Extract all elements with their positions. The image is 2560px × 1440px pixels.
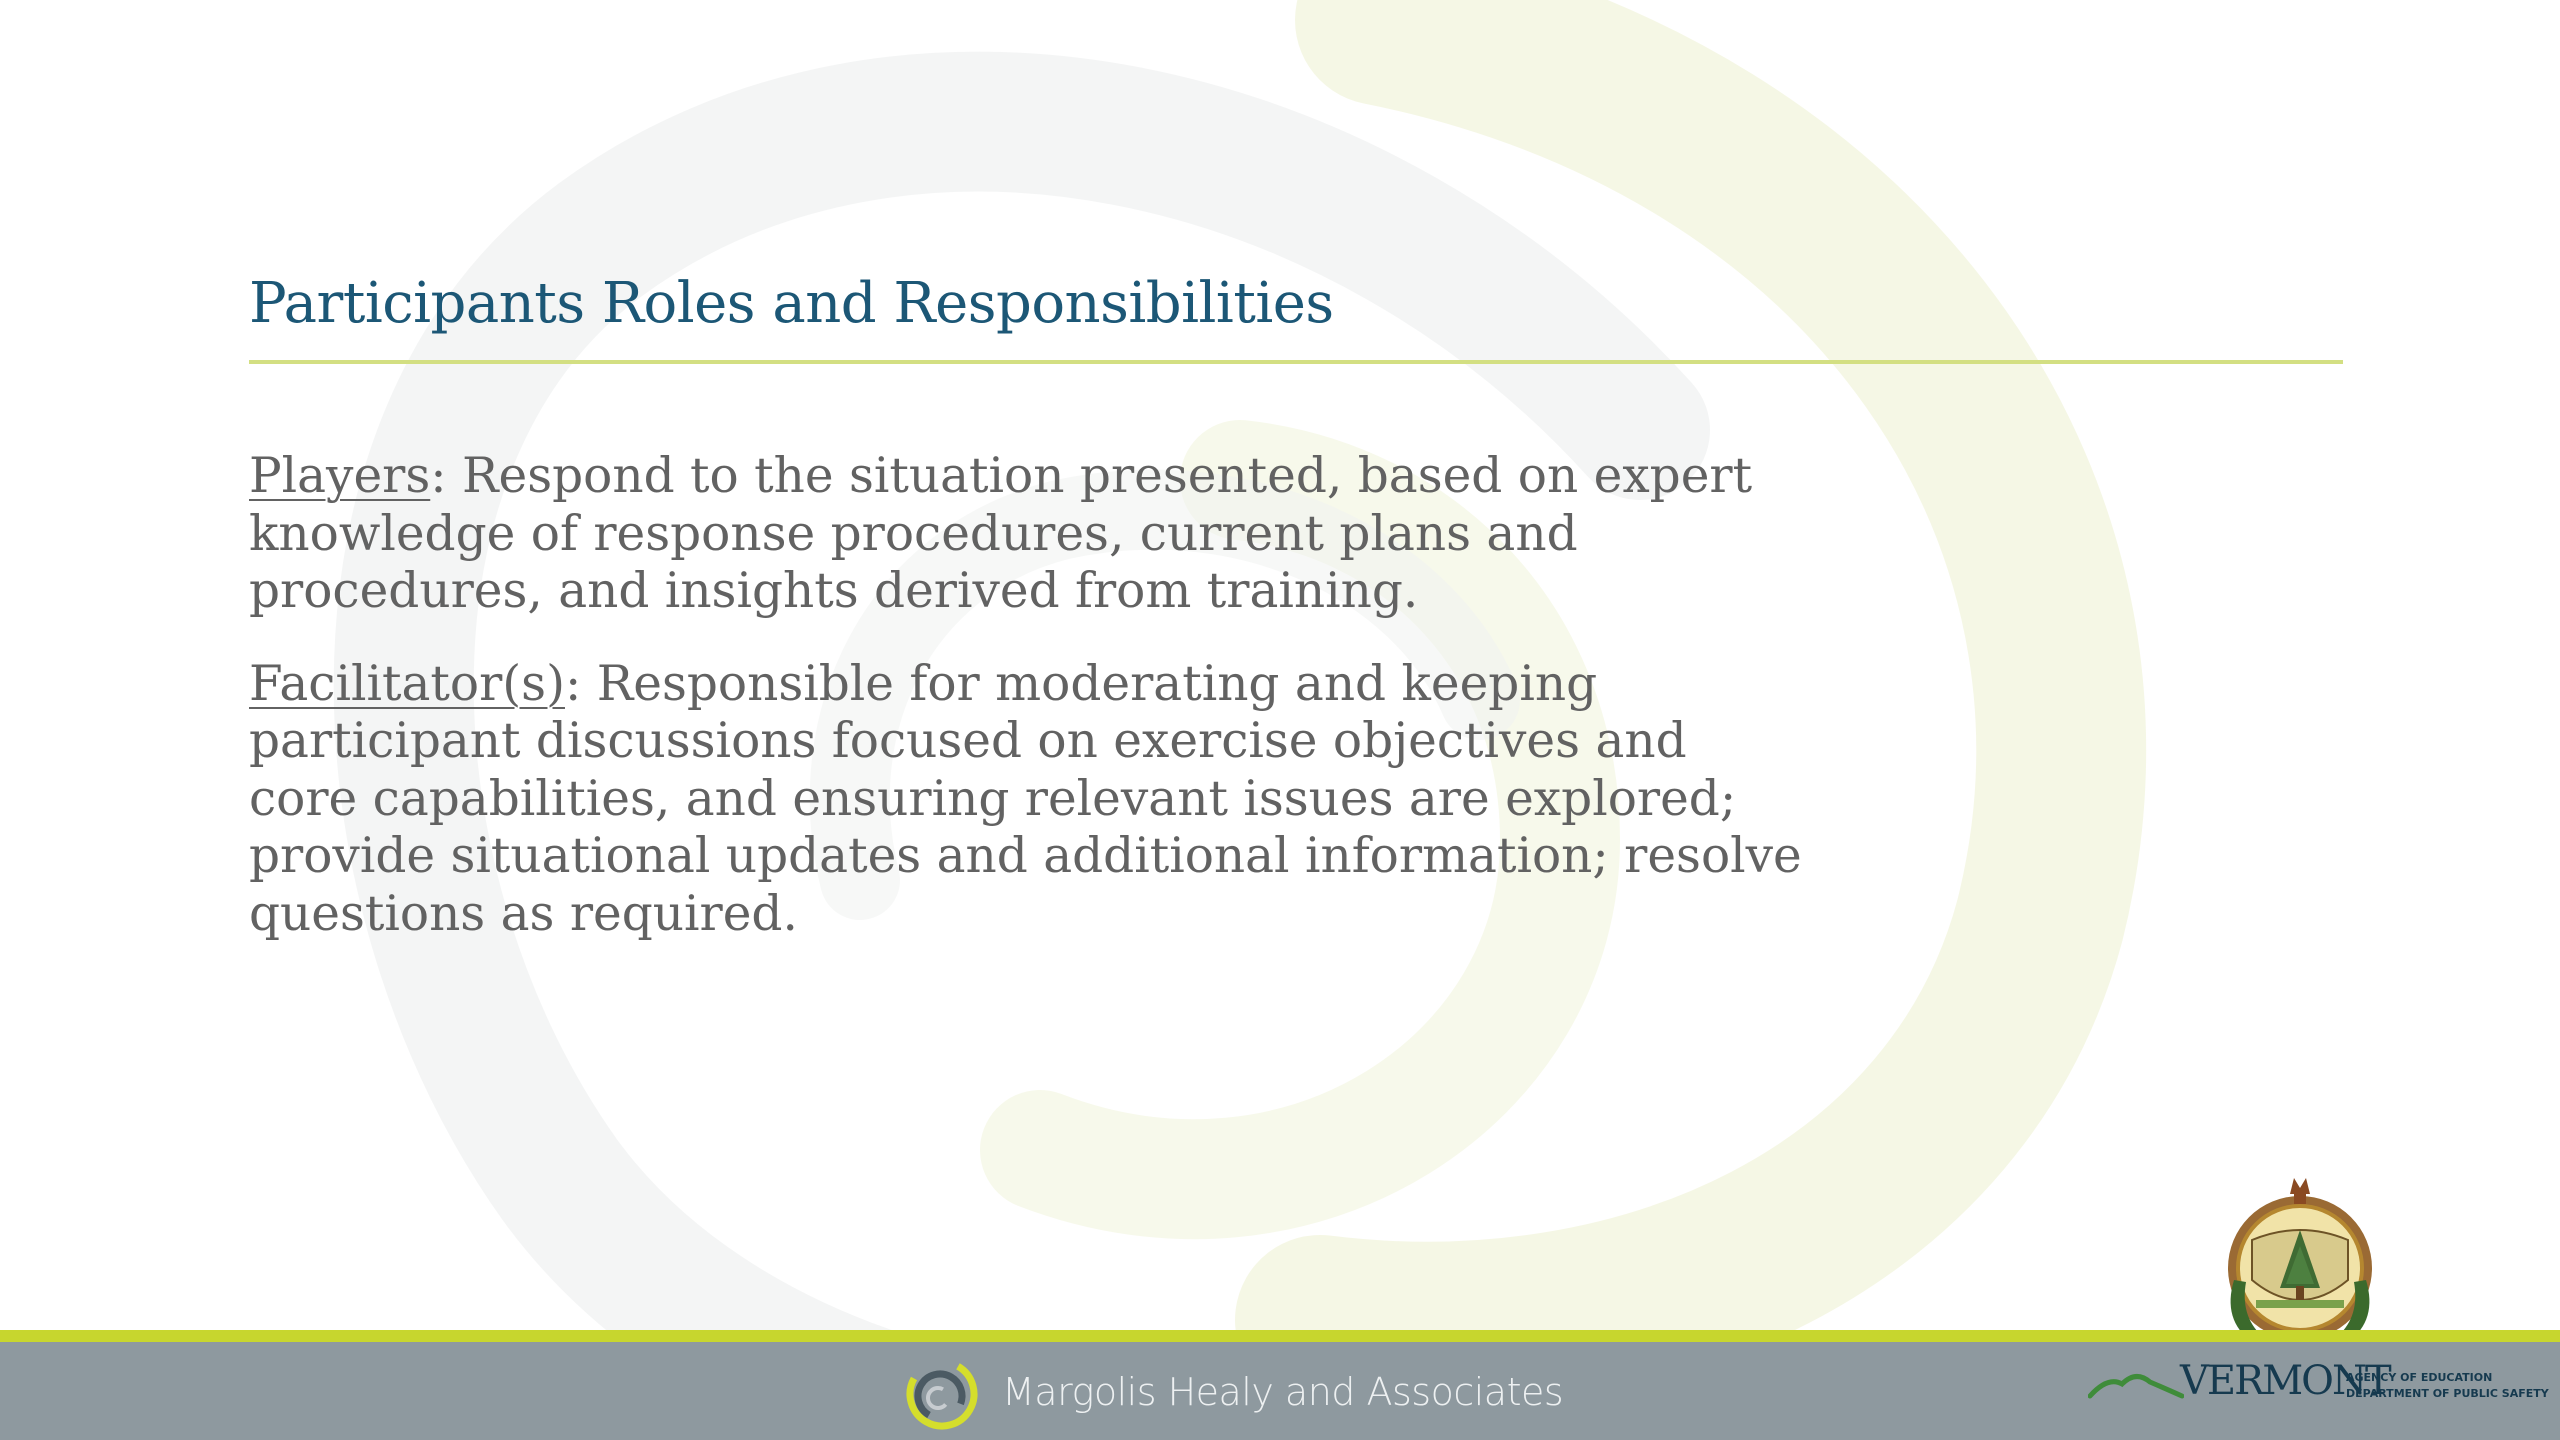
players-term: Players — [249, 448, 431, 504]
mountain-icon — [2088, 1366, 2184, 1402]
facilitators-description: : Responsible for moderating and keeping participant discussions focused on exercise objectives and core capabilities, and ensuring relevant issues are explored; provide situational updates and additional information; resolve questions as required. — [249, 655, 1802, 942]
facilitators-term: Facilitator(s) — [249, 655, 565, 712]
swirl-logo-icon — [898, 1344, 994, 1440]
players-paragraph — [249, 448, 1809, 621]
players-description: : Respond to the situation presented, based on expert knowledge of response procedures, current plans and procedures, and insights derived from training. — [249, 448, 1753, 619]
partner-agency-public-safety: DEPARTMENT OF PUBLIC SAFETY — [2346, 1387, 2549, 1400]
company-name: Margolis Healy and Associates — [1002, 1370, 1564, 1414]
partner-agency-education: AGENCY OF EDUCATION — [2346, 1371, 2493, 1384]
slide-body — [249, 448, 1809, 943]
partner-agencies — [2346, 1370, 2549, 1402]
title-divider — [249, 360, 2343, 364]
footer-accent-bar — [0, 1330, 2560, 1342]
facilitators-paragraph — [249, 656, 1809, 944]
partner-logo-text: VERMONT — [2180, 1358, 2390, 1404]
slide-title: Participants Roles and Responsibilities — [249, 271, 1334, 336]
vermont-state-seal-icon — [2212, 1160, 2388, 1350]
